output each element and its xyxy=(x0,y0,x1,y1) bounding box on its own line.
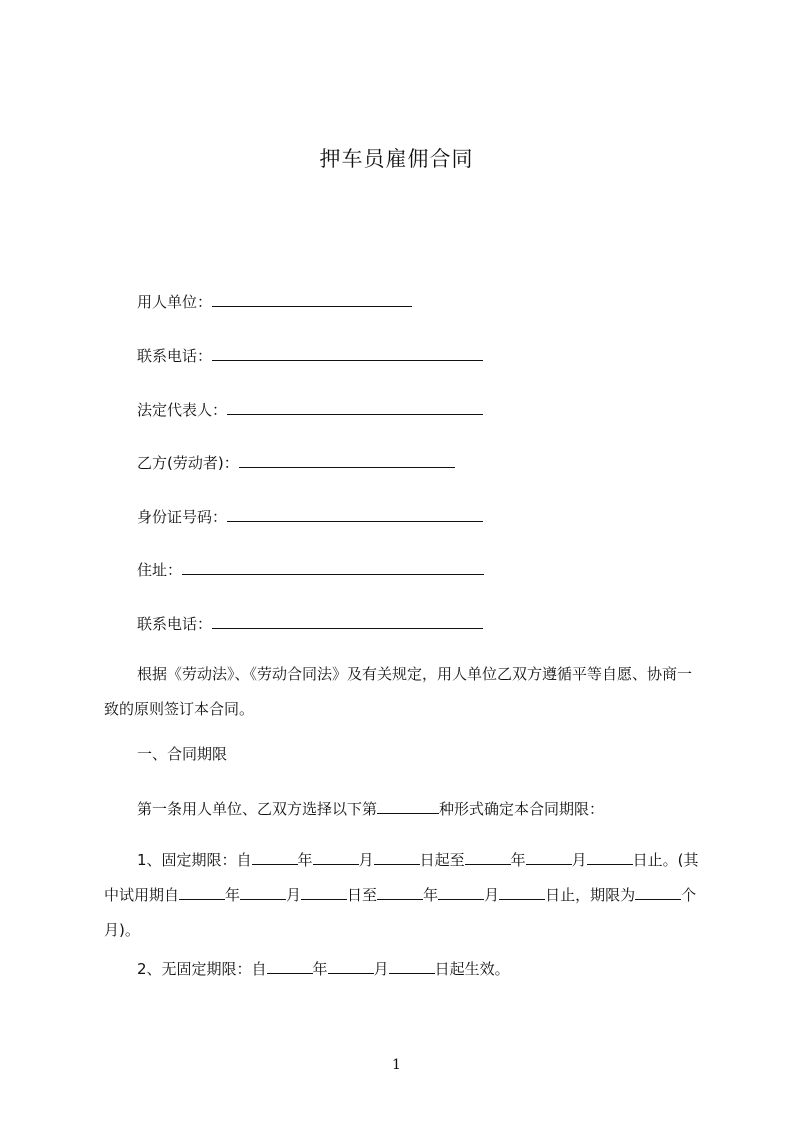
employer-blank[interactable] xyxy=(212,291,412,307)
page-number: 1 xyxy=(392,1057,401,1073)
intro-paragraph xyxy=(104,657,704,727)
phone-label-1: 联系电话： xyxy=(137,347,213,365)
section-heading-text: 一、合同期限 xyxy=(137,745,228,763)
month-text: 月 xyxy=(571,851,587,869)
phone-field-1 xyxy=(137,345,483,365)
end-month-blank[interactable] xyxy=(526,849,572,865)
form-choice-blank[interactable] xyxy=(377,798,439,814)
end-year-blank[interactable] xyxy=(465,849,511,865)
year-text: 年 xyxy=(312,960,328,978)
phone-label-2: 联系电话： xyxy=(137,615,213,633)
trial-start-year-blank[interactable] xyxy=(179,884,225,900)
legal-rep-field xyxy=(137,399,483,419)
open-month-blank[interactable] xyxy=(328,958,374,974)
address-field xyxy=(137,559,484,579)
address-blank[interactable] xyxy=(182,559,484,575)
month-text: 月 xyxy=(373,960,389,978)
open-term-paragraph xyxy=(137,958,510,978)
party-b-label: 乙方(劳动者)： xyxy=(137,454,239,472)
id-number-label: 身份证号码： xyxy=(137,508,228,526)
document-title: 押车员雇佣合同 xyxy=(319,147,474,171)
trial-start-month-blank[interactable] xyxy=(240,884,286,900)
phone-field-2 xyxy=(137,613,483,633)
month-text: 月 xyxy=(358,851,374,869)
fixed-term-paragraph xyxy=(104,843,704,948)
day-text: 日止，期限为 xyxy=(545,886,636,904)
fixed-term-lead: 1、固定期限：自 xyxy=(137,851,252,869)
open-term-lead: 2、无固定期限：自 xyxy=(137,960,267,978)
day-text: 日止。 xyxy=(632,851,678,869)
trial-end-day-blank[interactable] xyxy=(499,884,545,900)
start-year-blank[interactable] xyxy=(252,849,298,865)
trial-end-month-blank[interactable] xyxy=(438,884,484,900)
day-text: 日起生效。 xyxy=(434,960,510,978)
phone-blank-1[interactable] xyxy=(212,345,483,361)
article-1-text-a: 第一条用人单位、乙双方选择以下第 xyxy=(137,800,378,818)
open-year-blank[interactable] xyxy=(267,958,313,974)
day-text: 日至 xyxy=(347,886,378,904)
start-day-blank[interactable] xyxy=(374,849,420,865)
month-text: 月 xyxy=(484,886,500,904)
year-text: 年 xyxy=(297,851,313,869)
intro-text: 根据《劳动法》、《劳动合同法》及有关规定，用人单位乙双方遵循平等自愿、协商一致的原则签订本合同。 xyxy=(104,665,693,718)
party-b-field xyxy=(137,452,455,472)
open-day-blank[interactable] xyxy=(389,958,435,974)
id-number-field xyxy=(137,506,483,526)
address-label: 住址： xyxy=(137,561,183,579)
trial-end-year-blank[interactable] xyxy=(377,884,423,900)
year-text: 年 xyxy=(423,886,439,904)
trial-tail: 个月)。 xyxy=(104,886,697,939)
legal-rep-label: 法定代表人： xyxy=(137,401,228,419)
trial-lead: (其中试用期自 xyxy=(104,851,699,904)
section-heading-1 xyxy=(137,744,227,764)
start-month-blank[interactable] xyxy=(313,849,359,865)
phone-blank-2[interactable] xyxy=(212,613,483,629)
trial-start-day-blank[interactable] xyxy=(301,884,347,900)
article-1-text-b: 种形式确定本合同期限： xyxy=(439,800,605,818)
legal-rep-blank[interactable] xyxy=(227,399,483,415)
year-text: 年 xyxy=(510,851,526,869)
id-number-blank[interactable] xyxy=(227,506,483,522)
end-day-blank[interactable] xyxy=(587,849,633,865)
month-text: 月 xyxy=(286,886,302,904)
year-text: 年 xyxy=(225,886,241,904)
day-text: 日起至 xyxy=(419,851,465,869)
party-b-blank[interactable] xyxy=(239,452,455,468)
employer-label: 用人单位： xyxy=(137,293,213,311)
employer-field xyxy=(137,291,412,311)
article-1 xyxy=(137,798,604,818)
trial-months-blank[interactable] xyxy=(635,884,681,900)
